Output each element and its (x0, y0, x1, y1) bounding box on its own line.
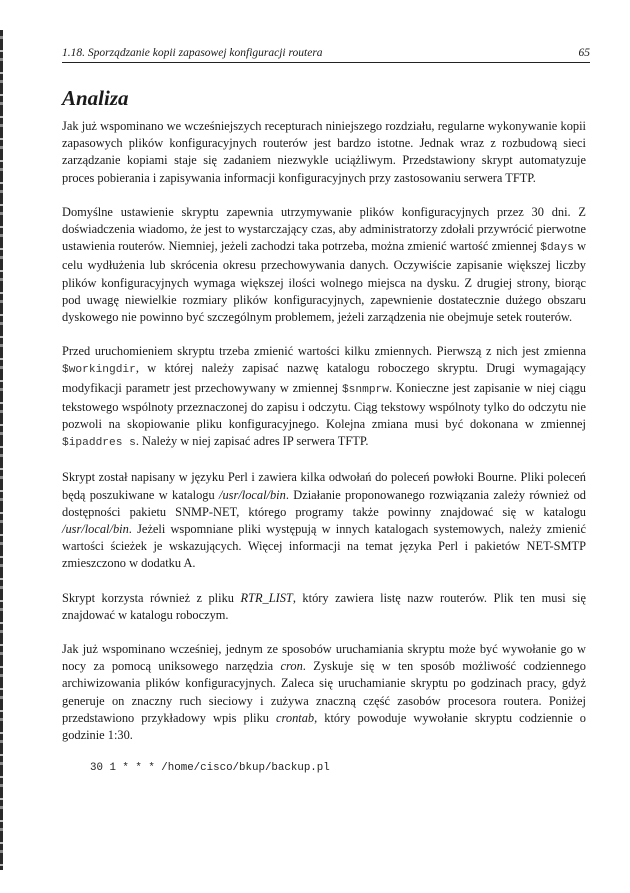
p3-text-b: , w której należy zapisać nazwę katalogu roboczego skryptu. Drugi wymagający modyfikacji parametr jest przechowywany w zmiennej (62, 361, 586, 395)
p4-text-c: . Jeżeli wspomniane pliki występują w innych katalogach systemowych, należy zmienić wartości ścieżek je wskazujących. Więcej informacji na temat języka Perl i pakietów NET-SMTP zmieszczono w dodatku A. (62, 522, 586, 571)
bin-path-1: /usr/local/bin (219, 487, 286, 502)
section-title: 1.18. Sporządzanie kopii zapasowej konfiguracji routera (62, 47, 323, 59)
p6-text-b: . Zyskuje się w ten sposób możliwość codziennego archiwizowania plików konfiguracyjnych. Zaleca się uruchamianie skryptu po godzinach pracy, gdyż generuje on znaczny ruch sieciowy i zużywa znaczną część zasobów procesora routera. Poniżej przedstawiono przykładowy wpis pliku (62, 659, 586, 725)
p3-text-c: . Konieczne jest zapisanie w niej ciągu tekstowego wspólnoty przeznaczonej do zapisu i odczytu. Ciąg tekstowy wspólnoty tylko do odczytu nie pozwoli na skopiowanie pliku konfiguracyjnego. Kolejna zmiana musi być dokonana w zmiennej (62, 380, 587, 432)
running-header (62, 44, 590, 63)
p5-text-b: , który zawiera listę nazw routerów. Plik ten musi się znajdować w katalogu roboczym. (62, 590, 586, 622)
p6-text-a: Jak już wspominano wcześniej, jednym ze sposobów uruchamiania skryptu może być wywołanie go w nocy za pomocą uniksowego narzędzia (62, 642, 586, 674)
paragraph-2 (62, 204, 586, 326)
paragraph-6 (62, 641, 586, 744)
p4-text-b: . Działanie proponowanego rozwiązania zależy również od dostępności pakietu SNMP-NET, którego programy także powinny znajdować się w katalogu (62, 487, 586, 519)
p2-text-a: Domyślne ustawienie skryptu zapewnia utrzymywanie plików konfiguracyjnych przez 30 dni. Z doświadczenia wiadomo, że jest to wystarczający czas, aby administratorzy zdołali przywrócić pierwotne ustawienia routerów. Niemniej, jeżeli zachodzi taka potrzeba, można zmienić wartość zmiennej (62, 204, 586, 254)
binding-edge (0, 30, 3, 870)
paragraph-4 (62, 469, 586, 572)
days-variable: $days (540, 242, 574, 255)
paragraph-3 (62, 343, 586, 452)
p2-text-b: w celu wydłużenia lub skrócenia okresu przechowywania danych. Oczywiście zapisanie większej liczby plików konfiguracyjnych wymaga większej ilości wolnego miejsca na dysku. Z drugiej strony, biorąc pod uwagę niewielkie rozmiary plików konfiguracyjnych, zapewnienie dostatecznie dużego obszaru dyskowego nie powinno być szczególnym problemem, jeżeli zarządzenia nie obejmuje setek routerów. (62, 239, 587, 325)
workingdir-variable: $workingdir (62, 364, 136, 377)
ipaddress-variable: $ipaddres s (62, 437, 136, 450)
p3-text-a: Przed uruchomieniem skryptu trzeba zmienić wartości kilku zmiennych. Pierwszą z nich jest zmienna (62, 344, 586, 359)
p1-text: Jak już wspominano we wcześniejszych recepturach niniejszego rozdziału, regularne wykonywanie kopii zapasowych plików konfiguracyjnych routerów jest bardzo istotne. Jednak wraz z rozbudową sieci zarządzanie kopiami staje się zadaniem niezwykle uciążliwym. Przedstawiony skrypt automatyzuje proces pobierania i zapisywania informacji konfiguracyjnych przy zastosowaniu serwera TFTP. (62, 119, 586, 185)
body-text (62, 118, 586, 775)
paragraph-1 (62, 118, 586, 187)
page-number: 65 (578, 47, 590, 59)
cron-tool-name: cron (280, 659, 303, 674)
bin-path-2: /usr/local/bin (62, 522, 129, 537)
paragraph-5 (62, 590, 586, 624)
rtr-list-filename: RTR_LIST (240, 590, 293, 605)
snmprw-variable: $snmprw (341, 383, 389, 396)
p3-text-d: . Należy w niej zapisać adres IP serwera TFTP. (135, 434, 369, 449)
crontab-entry: 30 1 * * * /home/cisco/bkup/backup.pl (90, 762, 330, 775)
p6-text-c: , który powoduje wywołanie skryptu codziennie o godzinie 1:30. (62, 710, 586, 743)
p4-text-a: Skrypt został napisany w języku Perl i zawiera kilka odwołań do poleceń powłoki Bourne. Pliki poleceń będą poszukiwane w katalogu (62, 470, 586, 502)
p5-text-a: Skrypt korzysta również z pliku (62, 590, 241, 605)
section-heading: Analiza (62, 86, 129, 110)
crontab-filename: crontab (276, 710, 315, 725)
